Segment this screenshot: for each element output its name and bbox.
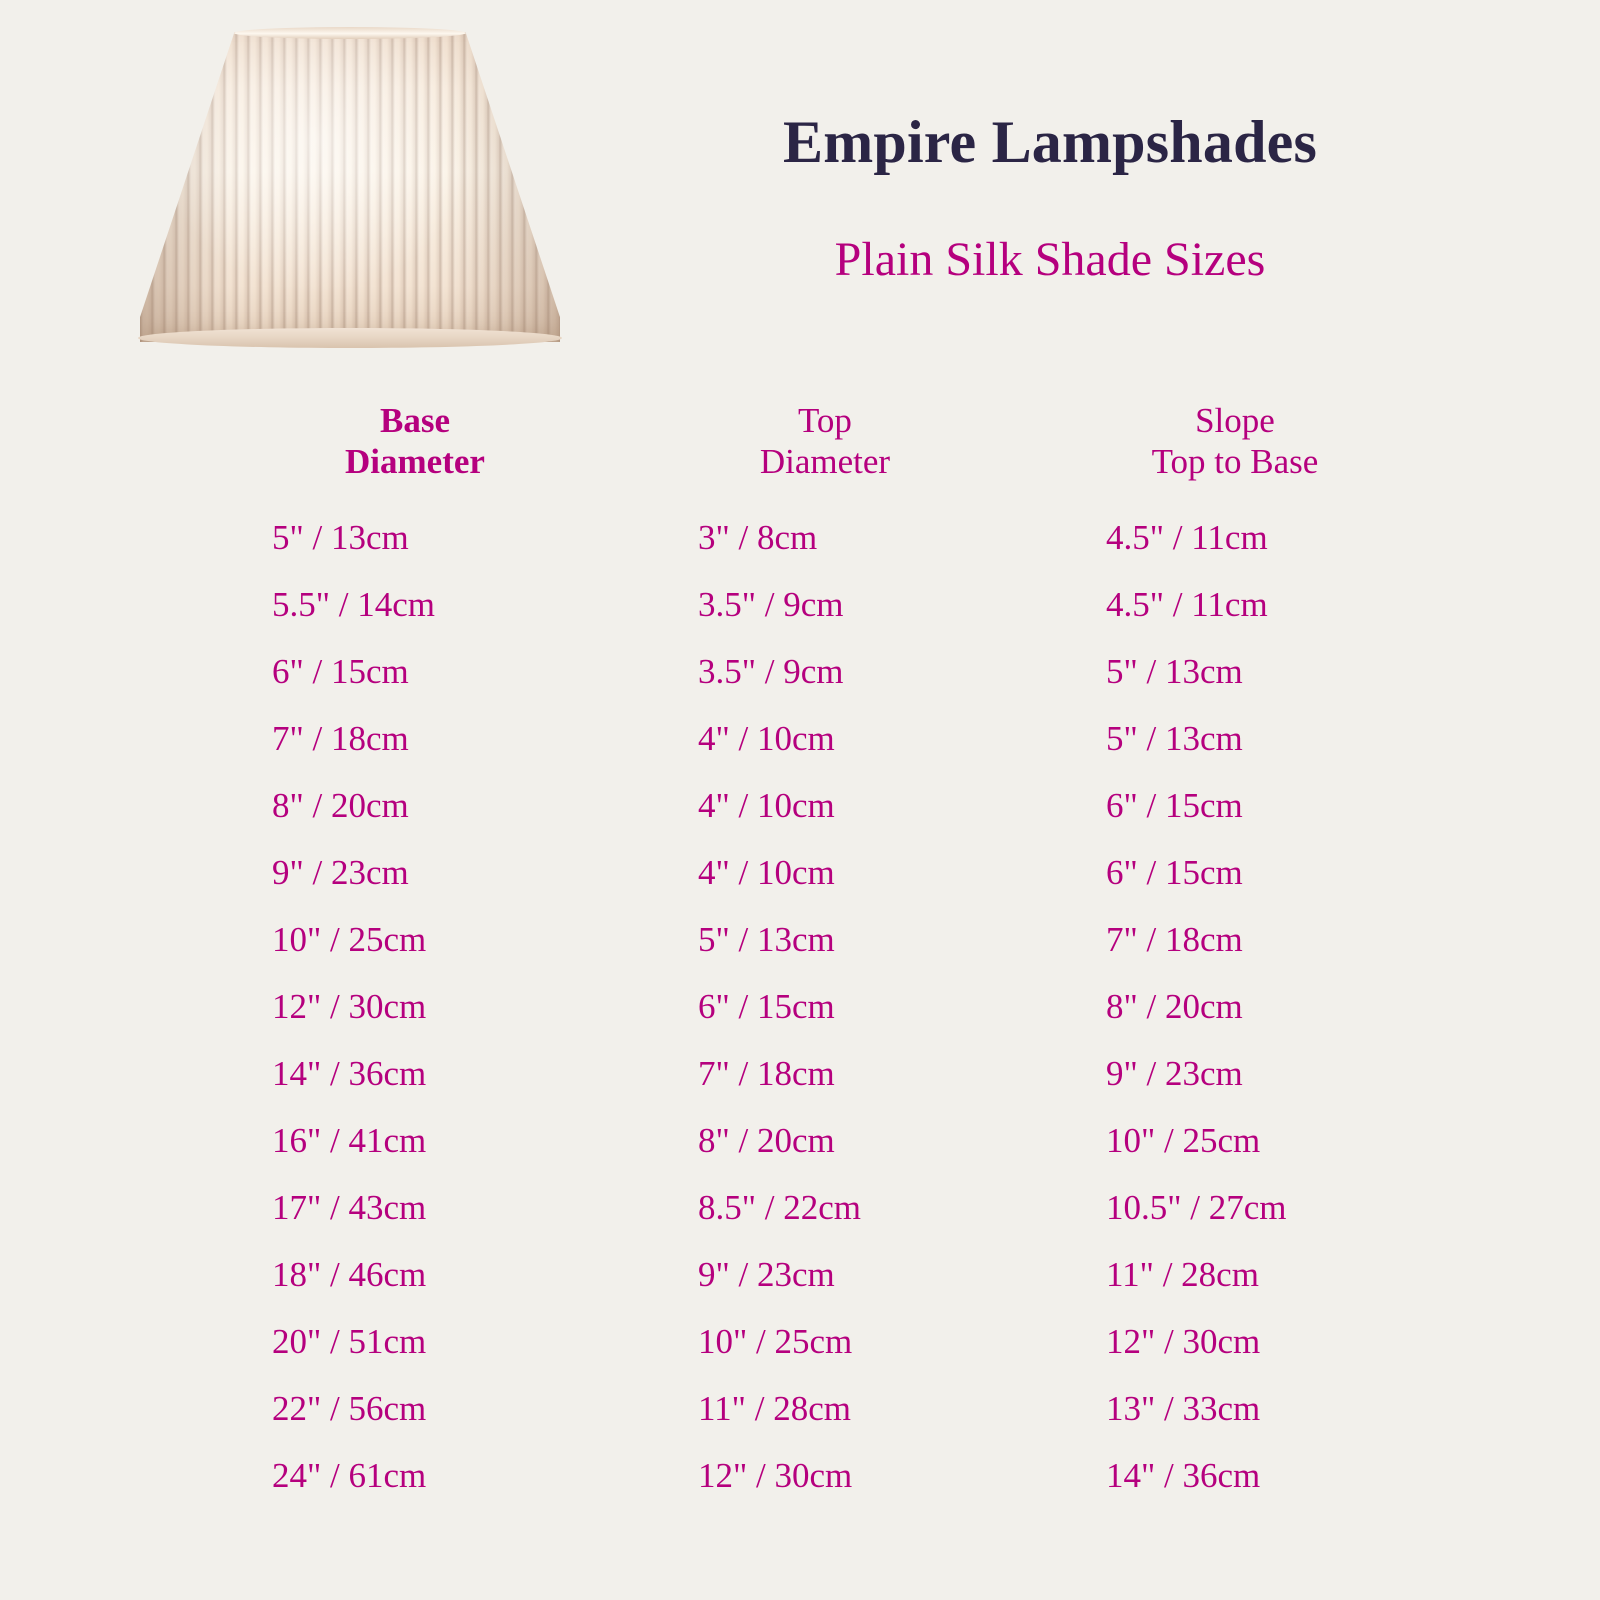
cell-base-diameter: 5" / 13cm (272, 518, 409, 558)
cell-slope: 13" / 33cm (1105, 1389, 1261, 1429)
cell-slope: 7" / 18cm (1105, 920, 1243, 960)
cell-base-diameter: 17" / 43cm (272, 1188, 427, 1228)
empire-lampshade-image (140, 32, 560, 352)
cell-slope: 10" / 25cm (1105, 1121, 1261, 1161)
cell-slope: 11" / 28cm (1105, 1255, 1259, 1295)
cell-top-diameter: 9" / 23cm (697, 1255, 835, 1295)
cell-base-diameter: 8" / 20cm (272, 786, 409, 826)
cell-base-diameter: 24" / 61cm (272, 1456, 427, 1496)
table-header-row (210, 400, 1440, 483)
table-row (210, 1443, 1440, 1510)
cell-top-diameter: 6" / 15cm (697, 987, 835, 1027)
table-row (210, 639, 1440, 706)
cell-slope: 6" / 15cm (1105, 786, 1243, 826)
cell-slope: 10.5" / 27cm (1105, 1188, 1287, 1228)
cell-base-diameter: 9" / 23cm (272, 853, 409, 893)
column-header-top-diameter (620, 400, 1030, 483)
cell-slope: 9" / 23cm (1105, 1054, 1243, 1094)
cell-top-diameter: 4" / 10cm (697, 719, 835, 759)
column-header-slope (1030, 400, 1440, 483)
column-header-slope-line1: Slope (1195, 401, 1275, 440)
table-row (210, 907, 1440, 974)
table-body (210, 505, 1440, 1510)
cell-base-diameter: 18" / 46cm (272, 1255, 427, 1295)
cell-top-diameter: 4" / 10cm (697, 786, 835, 826)
cell-base-diameter: 14" / 36cm (272, 1054, 427, 1094)
table-row (210, 840, 1440, 907)
column-header-top-line2: Diameter (759, 442, 891, 482)
table-row (210, 1041, 1440, 1108)
cell-base-diameter: 20" / 51cm (272, 1322, 427, 1362)
cell-base-diameter: 5.5" / 14cm (272, 585, 436, 625)
table-row (210, 706, 1440, 773)
column-header-base-line2: Diameter (345, 442, 485, 482)
column-header-base-diameter (210, 400, 620, 483)
cell-slope: 4.5" / 11cm (1105, 585, 1268, 625)
table-row (210, 974, 1440, 1041)
table-row (210, 1242, 1440, 1309)
cell-top-diameter: 11" / 28cm (697, 1389, 851, 1429)
table-row (210, 505, 1440, 572)
table-row (210, 773, 1440, 840)
cell-top-diameter: 12" / 30cm (697, 1456, 853, 1496)
cell-slope: 5" / 13cm (1105, 652, 1243, 692)
column-slope (1030, 400, 1440, 483)
cell-slope: 6" / 15cm (1105, 853, 1243, 893)
column-top-diameter (620, 400, 1030, 483)
table-row (210, 1376, 1440, 1443)
page-title: Empire Lampshades (782, 109, 1318, 175)
lampshade-body (140, 32, 560, 342)
column-base-diameter (210, 400, 620, 483)
table-row (210, 1175, 1440, 1242)
cell-top-diameter: 3.5" / 9cm (697, 585, 844, 625)
column-header-top-line1: Top (798, 401, 852, 440)
lampshade-bottom-rim (138, 328, 562, 348)
cell-base-diameter: 6" / 15cm (272, 652, 409, 692)
page-subtitle: Plain Silk Shade Sizes (834, 233, 1266, 286)
lampshade-top-rim (234, 27, 466, 39)
cell-slope: 4.5" / 11cm (1105, 518, 1268, 558)
cell-base-diameter: 10" / 25cm (272, 920, 427, 960)
cell-top-diameter: 8.5" / 22cm (697, 1188, 862, 1228)
cell-slope: 5" / 13cm (1105, 719, 1243, 759)
cell-base-diameter: 22" / 56cm (272, 1389, 427, 1429)
cell-slope: 8" / 20cm (1105, 987, 1243, 1027)
cell-slope: 12" / 30cm (1105, 1322, 1261, 1362)
cell-top-diameter: 3.5" / 9cm (697, 652, 844, 692)
cell-slope: 14" / 36cm (1105, 1456, 1261, 1496)
cell-base-diameter: 16" / 41cm (272, 1121, 427, 1161)
cell-top-diameter: 4" / 10cm (697, 853, 835, 893)
cell-top-diameter: 5" / 13cm (697, 920, 835, 960)
column-header-base-line1: Base (379, 401, 450, 440)
cell-top-diameter: 3" / 8cm (697, 518, 818, 558)
table-row (210, 1309, 1440, 1376)
cell-base-diameter: 12" / 30cm (272, 987, 427, 1027)
column-header-slope-line2: Top to Base (1151, 442, 1319, 482)
shade-sizes-table (210, 400, 1440, 1510)
cell-top-diameter: 10" / 25cm (697, 1322, 853, 1362)
table-row (210, 1108, 1440, 1175)
table-row (210, 572, 1440, 639)
cell-base-diameter: 7" / 18cm (272, 719, 409, 759)
cell-top-diameter: 8" / 20cm (697, 1121, 835, 1161)
cell-top-diameter: 7" / 18cm (697, 1054, 835, 1094)
